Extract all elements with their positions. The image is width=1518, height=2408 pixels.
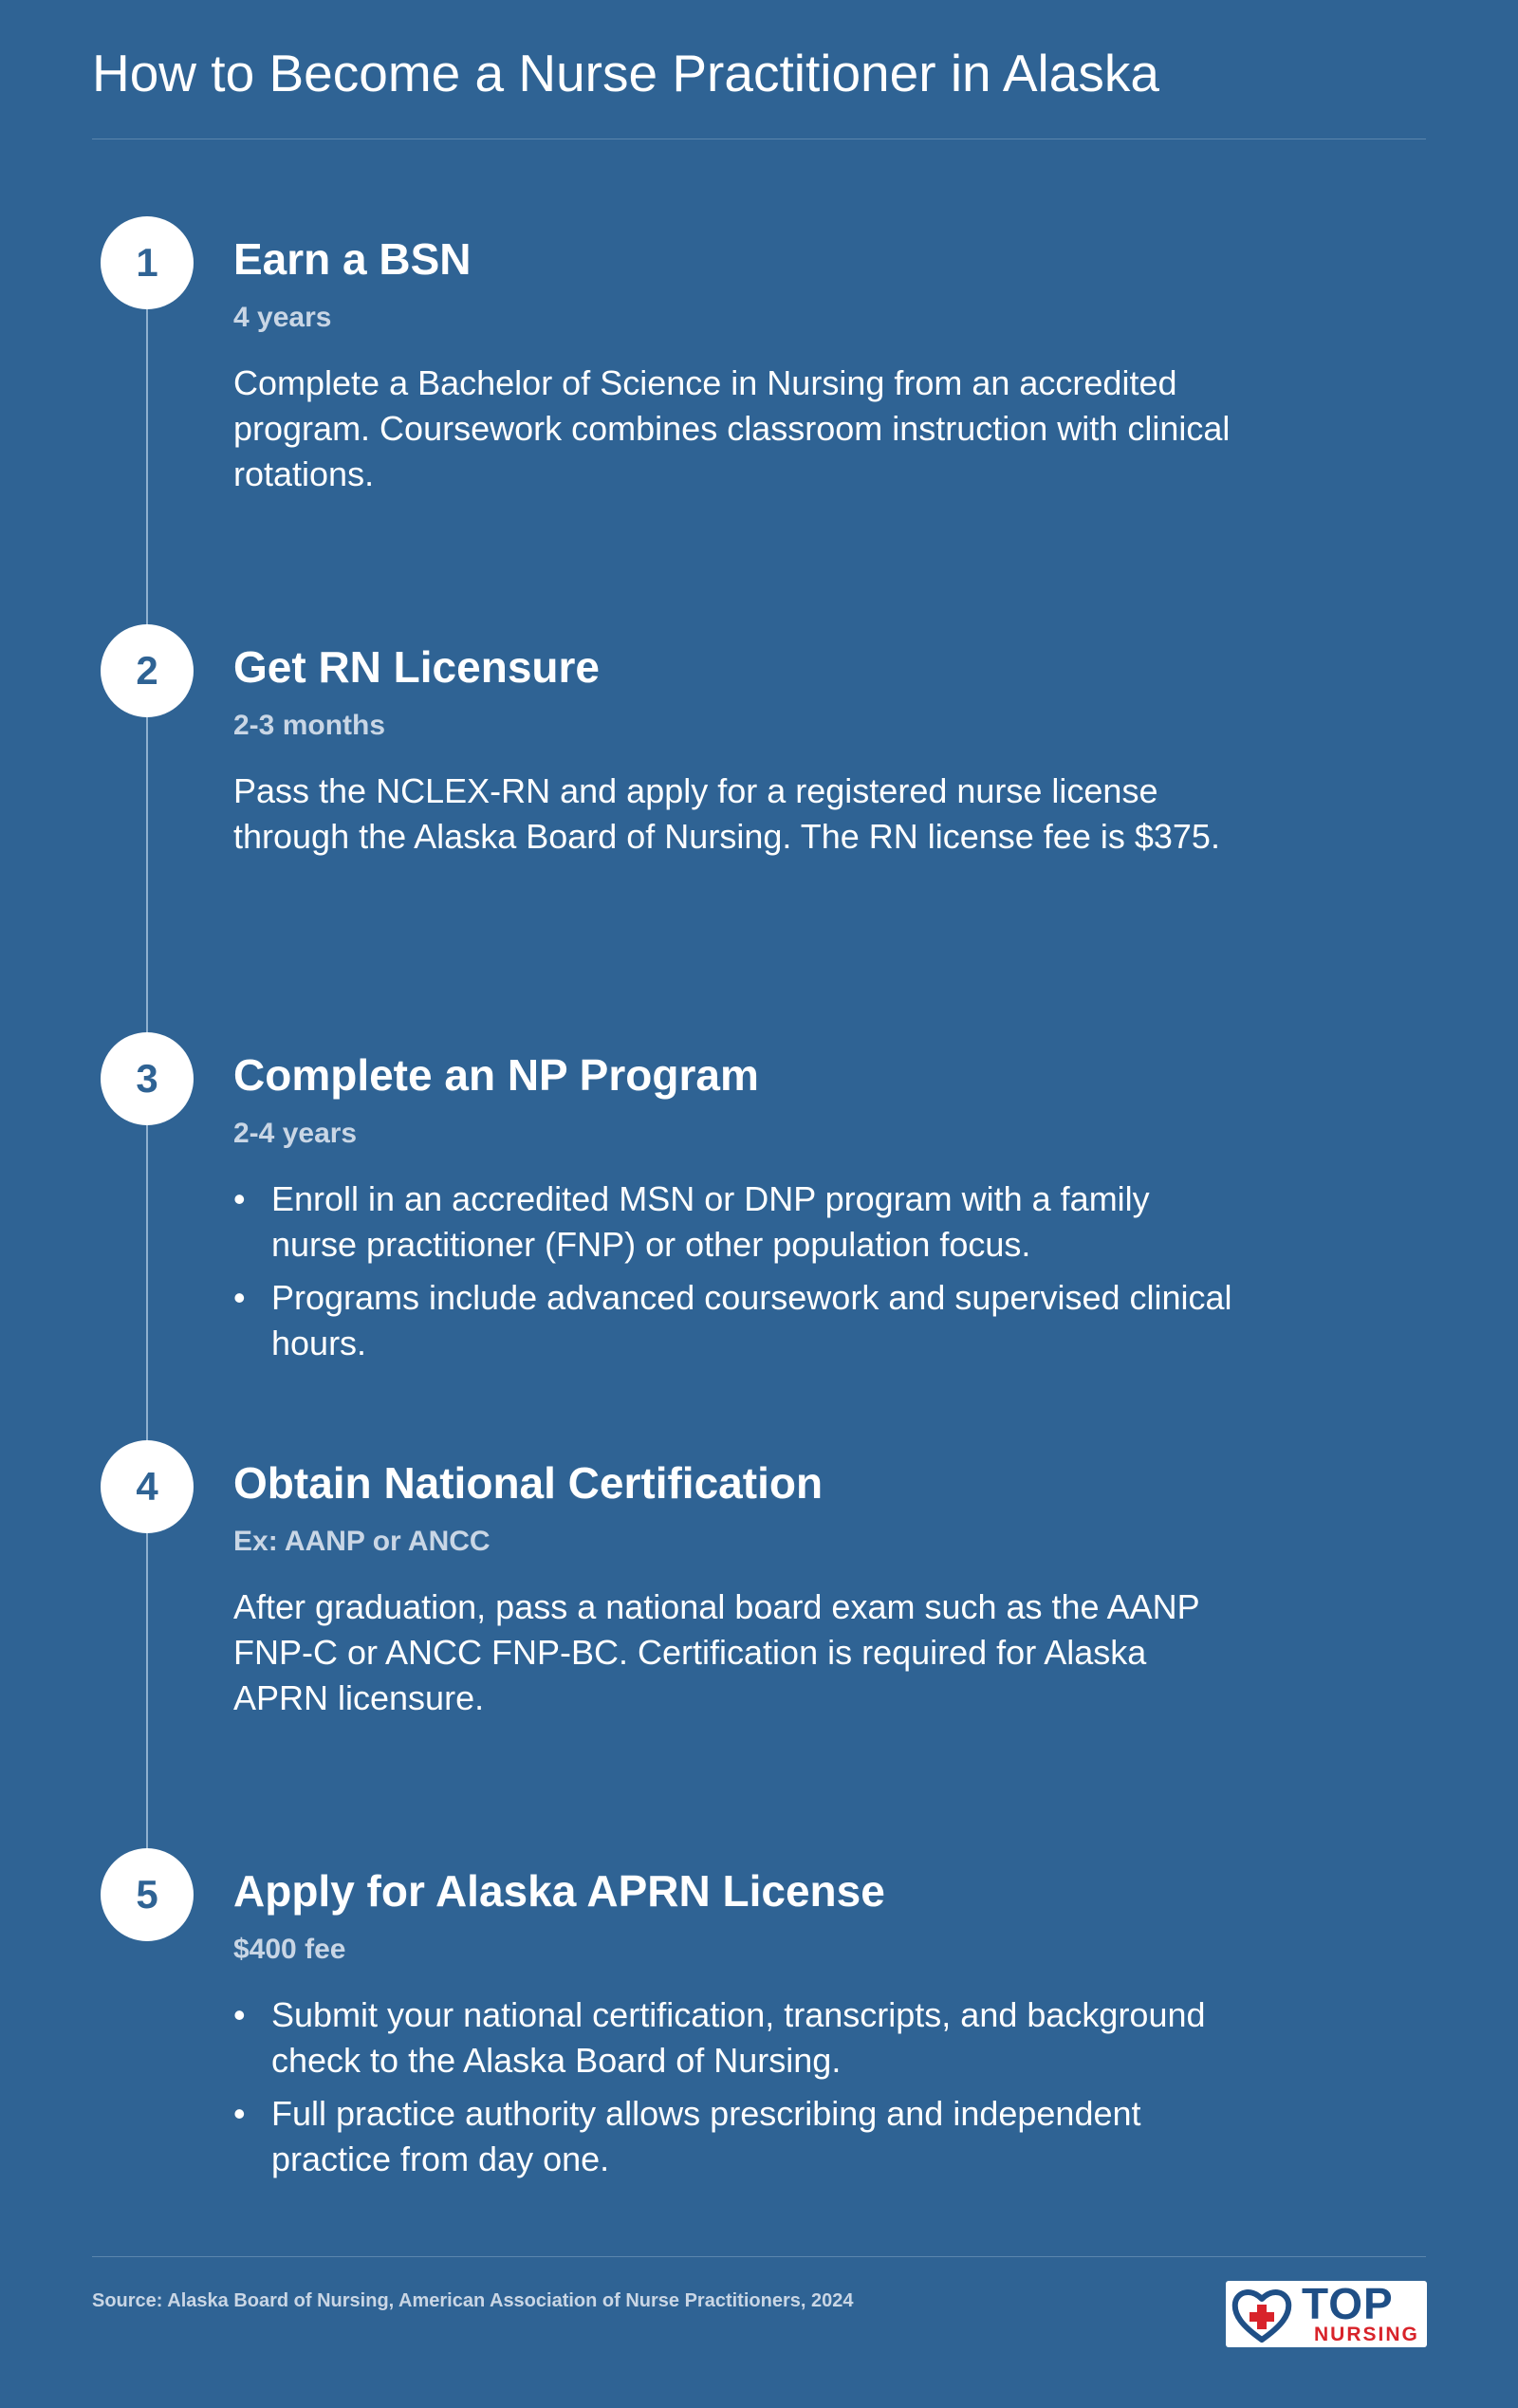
- list-item-text: Enroll in an accredited MSN or DNP program with a family nurse practitioner (FNP) or other population focus.: [271, 1179, 1150, 1264]
- step-duration: 4 years: [233, 302, 332, 333]
- step-description: After graduation, pass a national board exam such as the AANP FNP-C or ANCC FNP-BC. Certification is required for Alaska APRN licensure.: [233, 1587, 1199, 1717]
- step-duration: Ex: AANP or ANCC: [233, 1526, 491, 1557]
- step-duration: 2-4 years: [233, 1118, 358, 1149]
- step-bullet-list: [233, 1992, 1239, 2190]
- bullet-glyph: •: [233, 2094, 246, 2133]
- step-title: Complete an NP Program: [233, 1050, 759, 1100]
- logo-wordmark-top: TOP: [1302, 2279, 1394, 2328]
- step-number-circle: 5: [101, 1848, 194, 1941]
- list-item: [233, 1275, 1239, 1366]
- bullet-glyph: •: [233, 1278, 246, 1317]
- source-citation: Source: Alaska Board of Nursing, American Association of Nurse Practitioners, 2024: [92, 2290, 854, 2311]
- step-number-circle: 2: [101, 624, 194, 717]
- list-item: [233, 1176, 1239, 1268]
- heart-cross-icon: [1231, 2287, 1292, 2343]
- step-number-circle: 4: [101, 1440, 194, 1533]
- logo-wordmark-bottom: NURSING: [1314, 2324, 1419, 2345]
- step-number-circle: 1: [101, 216, 194, 309]
- list-item: [233, 1992, 1239, 2084]
- step-title: Apply for Alaska APRN License: [233, 1866, 885, 1916]
- step-bullet-list: [233, 1176, 1239, 1374]
- step-title: Earn a BSN: [233, 234, 472, 284]
- page-title: How to Become a Nurse Practitioner in Alaska: [92, 44, 1159, 102]
- top-nursing-logo[interactable]: [1226, 2281, 1427, 2347]
- list-item-text: Submit your national certification, transcripts, and background check to the Alaska Board of Nursing.: [271, 1995, 1206, 2080]
- step-title: Get RN Licensure: [233, 642, 600, 692]
- step-description: Pass the NCLEX-RN and apply for a registered nurse license through the Alaska Board of Nursing. The RN license fee is $375.: [233, 771, 1220, 856]
- list-item-text: Full practice authority allows prescribing and independent practice from day one.: [271, 2094, 1141, 2178]
- list-item-text: Programs include advanced coursework and supervised clinical hours.: [271, 1278, 1232, 1362]
- list-item: [233, 2091, 1239, 2182]
- bullet-glyph: •: [233, 1995, 246, 2034]
- step-duration: 2-3 months: [233, 710, 386, 741]
- step-number-circle: 3: [101, 1032, 194, 1125]
- step-duration: $400 fee: [233, 1934, 346, 1965]
- footer-divider: [92, 2256, 1426, 2257]
- step-title: Obtain National Certification: [233, 1458, 824, 1508]
- bullet-glyph: •: [233, 1179, 246, 1218]
- step-description: Complete a Bachelor of Science in Nursing from an accredited program. Coursework combines classroom instruction with clinical rotations.: [233, 363, 1231, 493]
